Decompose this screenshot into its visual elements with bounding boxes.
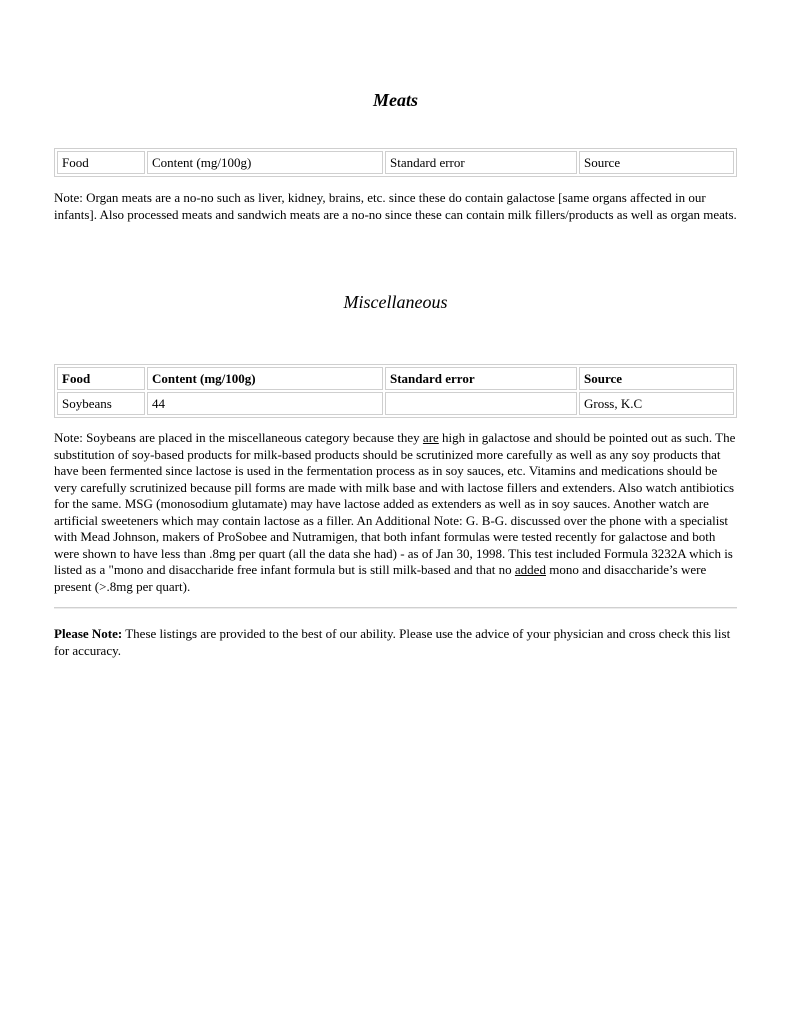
miscellaneous-note	[54, 430, 737, 595]
header-content: Content (mg/100g)	[147, 151, 383, 174]
please-note-paragraph	[54, 626, 737, 659]
meats-table	[54, 148, 737, 177]
header-source: Source	[579, 367, 734, 390]
please-note-label: Please Note:	[54, 626, 123, 641]
meats-note: Note: Organ meats are a no-no such as liver, kidney, brains, etc. since these do contain galactose [same organs affected in our infants]. Also processed meats and sandwich meats are a no-no since these can contain milk fillers/products as well as organ meats.	[54, 190, 737, 222]
note-underlined-text: are	[422, 430, 439, 445]
meats-heading: Meats	[373, 90, 418, 110]
header-food: Food	[57, 367, 145, 390]
miscellaneous-table	[54, 364, 737, 418]
header-standard-error: Standard error	[385, 151, 577, 174]
horizontal-divider	[54, 607, 737, 609]
miscellaneous-heading: Miscellaneous	[343, 292, 448, 312]
table-row	[57, 392, 734, 415]
cell-source: Gross, K.C	[579, 392, 734, 415]
note-underlined-text: added	[514, 562, 546, 577]
header-standard-error: Standard error	[385, 367, 577, 390]
header-source: Source	[579, 151, 734, 174]
table-header-row	[57, 367, 734, 390]
note-text: Note: Soybeans are placed in the miscellaneous category because they	[54, 430, 423, 445]
cell-standard-error	[385, 392, 577, 415]
note-text: mono and disaccharide’s were present (>.8mg per quart).	[54, 562, 707, 594]
cell-food: Soybeans	[57, 392, 145, 415]
cell-content: 44	[147, 392, 383, 415]
header-food: Food	[57, 151, 145, 174]
please-note-text: These listings are provided to the best of our ability. Please use the advice of your physician and cross check this list for accuracy.	[54, 626, 731, 658]
note-text: high in galactose and should be pointed out as such. The substitution of soy-based products for milk-based products should be scrutinized more carefully as well as any soy products that have been fermented since lactose is used in the fermentation process as in soy sauces, etc. Vitamins and medications should be very carefully scrutinized because pill forms are made with milk base and with lactose fillers and extenders. Also watch antibiotics for the same. MSG (monosodium glutamate) may have lactose added as extenders as well as in soy sauces. Another watch are artificial sweeteners which may contain lactose as a filler. An Additional Note: G. B-G. discussed over the phone with a specialist with Mead Johnson, makers of ProSobee and Nutramigen, that both infant formulas were tested recently for galactose and both were shown to have less than .8mg per quart (all the data she had) - as of Jan 30, 1998. This test included Formula 3232A which is listed as a "mono and disaccharide free infant formula but is still milk-based and that no	[54, 430, 736, 577]
header-content: Content (mg/100g)	[147, 367, 383, 390]
table-header-row	[57, 151, 734, 174]
